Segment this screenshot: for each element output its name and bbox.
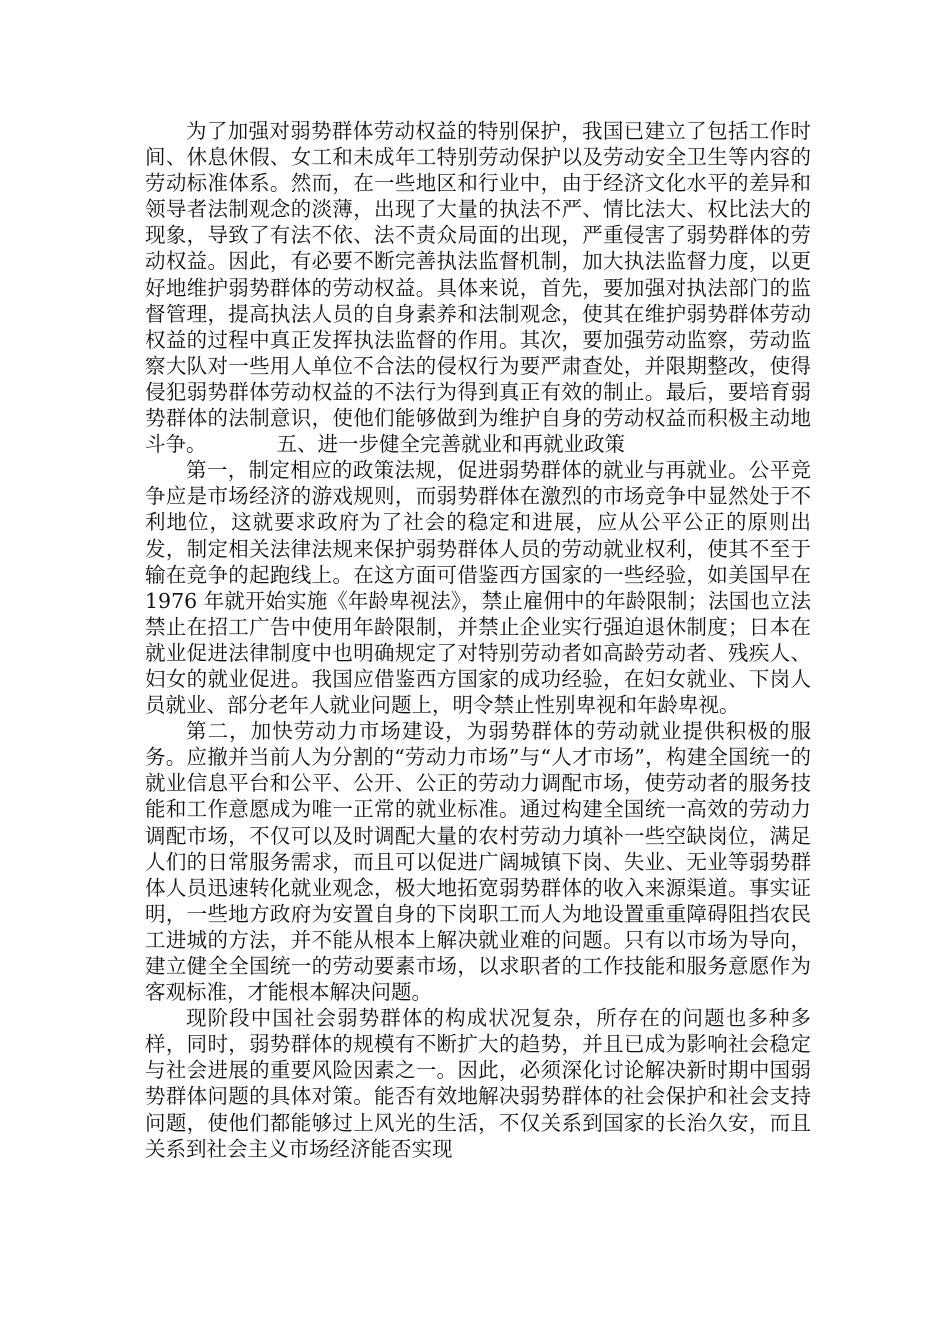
document-body [145,118,811,1162]
paragraph-policy-first [145,457,811,718]
paragraph-conclusion [145,1005,811,1162]
paragraph-policy-second [145,718,811,1005]
paragraph-text: 现阶段中国社会弱势群体的构成状况复杂，所存在的问题也多种多样，同时，弱势群体的规模有不断扩大的趋势，并且已成为影响社会稳定与社会进展的重要风险因素之一。因此，必须深化讨论解决新时期中国弱势群体问题的具体对策。能否有效地解决弱势群体的社会保护和社会支持问题，使他们都能够过上风光的生活，不仅关系到国家的长治久安，而且关系到社会主义市场经济能否实现 [145,1006,811,1161]
paragraph-text: 第一，制定相应的政策法规，促进弱势群体的就业与再就业。公平竞争应是市场经济的游戏规则，而弱势群体在激烈的市场竞争中显然处于不利地位，这就要求政府为了社会的稳定和进展，应从公平公正的原则出发，制定相关法律法规来保护弱势群体人员的劳动就业权利，使其不至于输在竞争的起跑线上。在这方面可借鉴西方国家的一些经验，如美国早在 1976 年就开始实施《年龄卑视法》，禁止雇佣中的年龄限制；法国也立法禁止在招工广告中使用年龄限制，并禁止企业实行强迫退休制度；日本在就业促进法律制度中也明确规定了对特别劳动者如高龄劳动者、残疾人、妇女的就业促进。我国应借鉴西方国家的成功经验，在妇女就业、下岗人员就业、部分老年人就业问题上，明令禁止性别卑视和年龄卑视。 [145,458,811,718]
paragraph-labor-supervision [145,118,811,457]
paragraph-text: 第二，加快劳动力市场建设，为弱势群体的劳动就业提供积极的服务。应撤并当前人为分割的“劳动力市场”与“人才市场”，构建全国统一的就业信息平台和公平、公开、公正的劳动力调配市场，使劳动者的服务技能和工作意愿成为唯一正常的就业标准。通过构建全国统一高效的劳动力调配市场，不仅可以及时调配大量的农村劳动力填补一些空缺岗位，满足人们的日常服务需求，而且可以促进广阔城镇下岗、失业、无业等弱势群体人员迅速转化就业观念，极大地拓宽弱势群体的收入来源渠道。事实证明，一些地方政府为安置自身的下岗职工而人为地设置重重障碍阻挡农民工进城的方法，并不能从根本上解决就业难的问题。只有以市场为导向，建立健全全国统一的劳动要素市场，以求职者的工作技能和服务意愿作为客观标准，才能根本解决问题。 [145,719,811,1005]
paragraph-text: 为了加强对弱势群体劳动权益的特别保护，我国已建立了包括工作时间、休息休假、女工和未成年工特别劳动保护以及劳动安全卫生等内容的劳动标准体系。然而，在一些地区和行业中，由于经济文化水平的差异和领导者法制观念的淡薄，出现了大量的执法不严、情比法大、权比法大的现象，导致了有法不依、法不责众局面的出现，严重侵害了弱势群体的劳动权益。因此，有必要不断完善执法监督机制，加大执法监督力度，以更好地维护弱势群体的劳动权益。具体来说，首先，要加强对执法部门的监督管理，提高执法人员的自身素养和法制观念，使其在维护弱势群体劳动权益的过程中真正发挥执法监督的作用。其次，要加强劳动监察，劳动监察大队对一些用人单位不合法的侵权行为要严肃查处，并限期整改，使得侵犯弱势群体劳动权益的不法行为得到真正有效的制止。最后，要培育弱势群体的法制意识，使他们能够做到为维护自身的劳动权益而积极主动地斗争。 [145,119,811,457]
section-heading: 五、进一步健全完善就业和再就业政策 [276,432,625,457]
